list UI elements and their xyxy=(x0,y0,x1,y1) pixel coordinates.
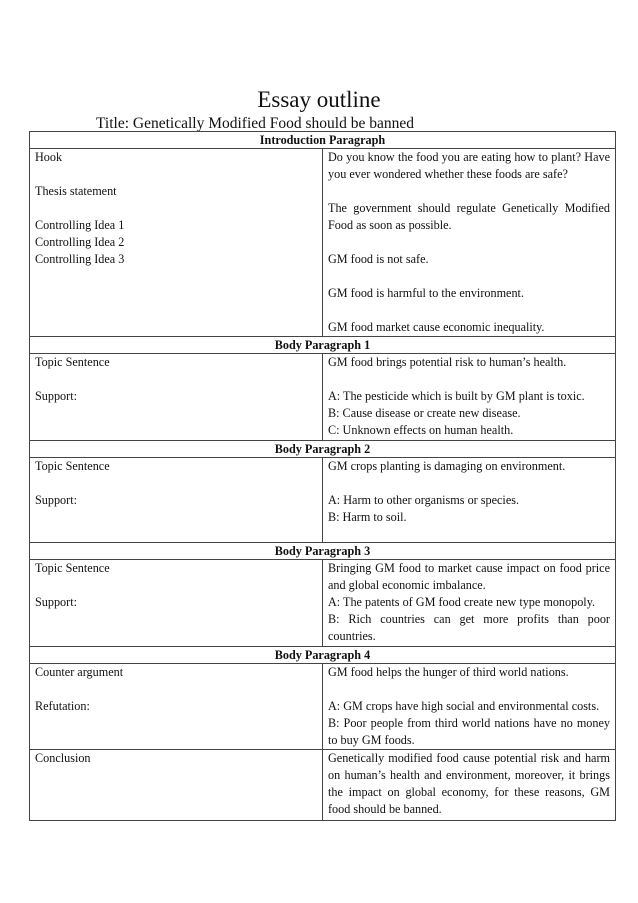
label-support: Support: xyxy=(35,493,77,507)
spacer xyxy=(328,183,610,200)
spacer xyxy=(328,302,610,319)
content-column xyxy=(323,354,616,441)
spacer xyxy=(328,681,610,698)
document-heading: Essay outline xyxy=(257,87,381,112)
spacer xyxy=(35,577,317,594)
counter-argument-text: GM food helps the hunger of third world nations. xyxy=(328,665,569,679)
content-column xyxy=(323,560,616,647)
spacer xyxy=(35,200,317,217)
label-topic-sentence: Topic Sentence xyxy=(35,561,110,575)
outline-table xyxy=(29,131,616,821)
content-column xyxy=(323,149,616,337)
label-refutation: Refutation: xyxy=(35,699,90,713)
label-support: Support: xyxy=(35,389,77,403)
label-hook: Hook xyxy=(35,150,63,164)
support-a-text: A: Harm to other organisms or species. xyxy=(328,493,520,507)
topic-sentence-text: GM crops planting is damaging on environment. xyxy=(328,459,566,473)
controlling-idea-2-text: GM food is harmful to the environment. xyxy=(328,286,524,300)
content-column xyxy=(323,750,616,821)
refutation-b-text: B: Poor people from third world nations have no money to buy GM foods. xyxy=(328,716,610,747)
section-header-row xyxy=(30,647,616,664)
label-thesis-statement: Thesis statement xyxy=(35,184,117,198)
label-controlling-idea-1: Controlling Idea 1 xyxy=(35,218,125,232)
label-counter-argument: Counter argument xyxy=(35,665,124,679)
spacer xyxy=(35,371,317,388)
controlling-idea-3-text: GM food market cause economic inequality. xyxy=(328,320,545,334)
content-column xyxy=(323,458,616,543)
support-b-text: B: Harm to soil. xyxy=(328,510,407,524)
support-c-text: C: Unknown effects on human health. xyxy=(328,423,514,437)
support-a-text: A: The patents of GM food create new type monopoly. xyxy=(328,595,596,609)
refutation-a-text: A: GM crops have high social and environmental costs. xyxy=(328,699,600,713)
spacer xyxy=(328,268,610,285)
label-column xyxy=(30,149,323,337)
label-topic-sentence: Topic Sentence xyxy=(35,459,110,473)
topic-sentence-text: GM food brings potential risk to human’s health. xyxy=(328,355,567,369)
spacer xyxy=(35,166,317,183)
label-column xyxy=(30,354,323,441)
section-header-row xyxy=(30,337,616,354)
section-header-introduction: Introduction Paragraph xyxy=(30,132,616,149)
label-topic-sentence: Topic Sentence xyxy=(35,355,110,369)
topic-sentence-text: Bringing GM food to market cause impact on food price and global economic imbalance. xyxy=(328,561,610,592)
spacer xyxy=(328,475,610,492)
section-header-row xyxy=(30,441,616,458)
thesis-text: The government should regulate Genetically Modified Food as soon as possible. xyxy=(328,201,610,232)
controlling-idea-1-text: GM food is not safe. xyxy=(328,252,429,266)
label-column xyxy=(30,750,323,821)
support-a-text: A: The pesticide which is built by GM plant is toxic. xyxy=(328,389,585,403)
section-header-body-2: Body Paragraph 2 xyxy=(30,441,616,458)
spacer xyxy=(328,234,610,251)
spacer xyxy=(328,371,610,388)
label-support: Support: xyxy=(35,595,77,609)
label-controlling-idea-3: Controlling Idea 3 xyxy=(35,252,125,266)
section-header-row xyxy=(30,132,616,149)
support-b-text: B: Cause disease or create new disease. xyxy=(328,406,521,420)
label-controlling-idea-2: Controlling Idea 2 xyxy=(35,235,125,249)
conclusion-text: Genetically modified food cause potential risk and harm on human’s health and environment, moreover, it brings the impact on global economy, for these reasons, GM food should be banned. xyxy=(328,751,610,816)
label-conclusion: Conclusion xyxy=(35,751,91,765)
section-content-row xyxy=(30,354,616,441)
section-content-row xyxy=(30,750,616,821)
section-content-row xyxy=(30,458,616,543)
section-header-body-3: Body Paragraph 3 xyxy=(30,543,616,560)
label-column xyxy=(30,458,323,543)
label-column xyxy=(30,560,323,647)
section-header-row xyxy=(30,543,616,560)
content-column xyxy=(323,664,616,750)
spacer xyxy=(35,681,317,698)
label-column xyxy=(30,664,323,750)
hook-text: Do you know the food you are eating how to plant? Have you ever wondered whether these foods are safe? xyxy=(328,150,610,181)
section-content-row xyxy=(30,560,616,647)
section-content-row xyxy=(30,149,616,337)
section-content-row xyxy=(30,664,616,750)
essay-title: Title: Genetically Modified Food should be banned xyxy=(96,115,414,132)
support-b-text: B: Rich countries can get more profits than poor countries. xyxy=(328,612,610,643)
section-header-body-4: Body Paragraph 4 xyxy=(30,647,616,664)
section-header-body-1: Body Paragraph 1 xyxy=(30,337,616,354)
spacer xyxy=(35,475,317,492)
